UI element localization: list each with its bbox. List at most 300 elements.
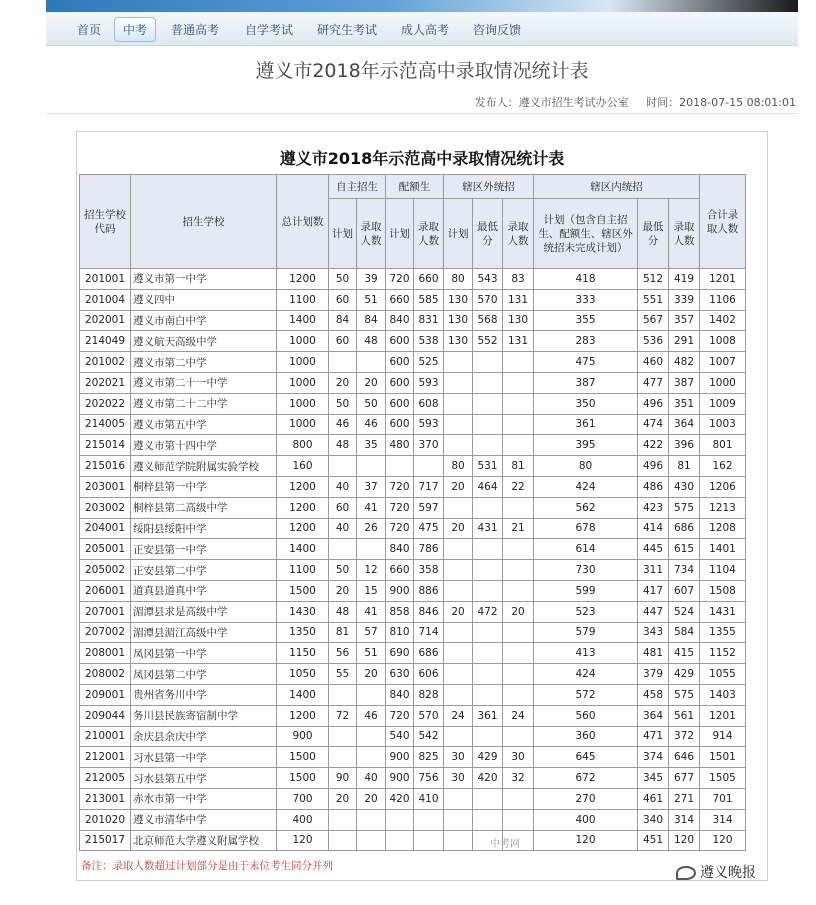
cell-school: 习水县第一中学 <box>131 747 277 768</box>
cell-peie-plan: 480 <box>386 435 414 456</box>
table-row <box>80 456 746 477</box>
cell-peie-admit: 593 <box>414 372 444 393</box>
cell-school: 正安县第二中学 <box>131 560 277 581</box>
cell-school: 遵义四中 <box>131 289 277 310</box>
cell-xiawai-min <box>473 393 503 414</box>
cell-code: 214005 <box>80 414 131 435</box>
cell-peie-plan: 840 <box>386 310 414 331</box>
cell-xianei-plan: 413 <box>534 643 638 664</box>
cell-xiawai-admit <box>503 684 534 705</box>
cell-heji: 1003 <box>700 414 746 435</box>
cell-xiawai-min <box>473 435 503 456</box>
th-zizhu: 自主招生 <box>329 175 386 199</box>
cell-zizhu-admit: 46 <box>357 414 386 435</box>
cell-total-plan: 1000 <box>277 393 329 414</box>
cell-code: 206001 <box>80 580 131 601</box>
cell-total-plan: 400 <box>277 809 329 830</box>
cell-xianei-plan: 360 <box>534 726 638 747</box>
cell-school: 遵义航天高级中学 <box>131 331 277 352</box>
cell-xiawai-plan: 130 <box>444 310 473 331</box>
cell-xiawai-admit <box>503 539 534 560</box>
cell-heji: 1508 <box>700 580 746 601</box>
cell-zizhu-admit: 37 <box>357 476 386 497</box>
cell-xiawai-admit <box>503 393 534 414</box>
cell-xiawai-admit: 83 <box>503 269 534 290</box>
cell-school: 凤冈县第一中学 <box>131 643 277 664</box>
cell-total-plan: 1000 <box>277 352 329 373</box>
cell-code: 205001 <box>80 539 131 560</box>
cell-peie-admit: 525 <box>414 352 444 373</box>
cell-xiawai-plan <box>444 809 473 830</box>
table-row <box>80 664 746 685</box>
cell-heji: 1355 <box>700 622 746 643</box>
cell-total-plan: 1100 <box>277 289 329 310</box>
cell-xianei-plan: 80 <box>534 456 638 477</box>
cell-zizhu-admit <box>357 684 386 705</box>
cell-zizhu-admit: 51 <box>357 643 386 664</box>
cell-xianei-plan: 355 <box>534 310 638 331</box>
table-header <box>80 175 746 269</box>
cell-total-plan: 900 <box>277 726 329 747</box>
cell-xiawai-min: 531 <box>473 456 503 477</box>
table-row <box>80 269 746 290</box>
cell-xianei-plan: 560 <box>534 705 638 726</box>
cell-peie-plan: 900 <box>386 580 414 601</box>
cell-xianei-min: 496 <box>638 456 669 477</box>
cell-peie-plan <box>386 830 414 851</box>
cell-code: 213001 <box>80 788 131 809</box>
cell-total-plan: 1200 <box>277 269 329 290</box>
th-xiawai: 辖区外统招 <box>444 175 534 199</box>
cell-peie-plan: 720 <box>386 705 414 726</box>
cell-zizhu-plan: 48 <box>329 435 357 456</box>
cell-xiawai-admit: 20 <box>503 601 534 622</box>
cell-school: 湄潭县求是高级中学 <box>131 601 277 622</box>
cell-zizhu-admit <box>357 456 386 477</box>
cell-xianei-plan: 562 <box>534 497 638 518</box>
table-row <box>80 601 746 622</box>
cell-total-plan: 700 <box>277 788 329 809</box>
cell-peie-admit: 475 <box>414 518 444 539</box>
cell-xiawai-admit: 130 <box>503 310 534 331</box>
cell-code: 215017 <box>80 830 131 851</box>
cell-xianei-admit: 575 <box>669 497 700 518</box>
table-row <box>80 414 746 435</box>
cell-peie-plan: 900 <box>386 747 414 768</box>
th-xiawai-admit: 录取人数 <box>503 199 534 269</box>
cell-xianei-min: 460 <box>638 352 669 373</box>
cell-xianei-min: 474 <box>638 414 669 435</box>
cell-zizhu-plan: 40 <box>329 476 357 497</box>
cell-heji: 1152 <box>700 643 746 664</box>
cell-heji: 1505 <box>700 768 746 789</box>
cell-xiawai-admit: 24 <box>503 705 534 726</box>
cell-peie-admit: 593 <box>414 414 444 435</box>
cell-xiawai-plan <box>444 788 473 809</box>
cell-code: 201001 <box>80 269 131 290</box>
cell-zizhu-admit: 84 <box>357 310 386 331</box>
cell-heji: 162 <box>700 456 746 477</box>
cell-peie-admit: 660 <box>414 269 444 290</box>
cell-zizhu-plan <box>329 539 357 560</box>
cell-peie-admit <box>414 809 444 830</box>
cell-total-plan: 1400 <box>277 684 329 705</box>
cell-xianei-min: 486 <box>638 476 669 497</box>
cell-xiawai-min: 431 <box>473 518 503 539</box>
cell-peie-admit: 608 <box>414 393 444 414</box>
nav-zhongkao[interactable]: 中考 <box>114 17 156 42</box>
cell-code: 205002 <box>80 560 131 581</box>
cell-xianei-admit: 734 <box>669 560 700 581</box>
cell-zizhu-plan <box>329 456 357 477</box>
cell-peie-plan: 810 <box>386 622 414 643</box>
cell-school: 遵义市清华中学 <box>131 809 277 830</box>
cell-zizhu-plan: 60 <box>329 289 357 310</box>
cell-xianei-admit: 314 <box>669 809 700 830</box>
cell-peie-plan: 540 <box>386 726 414 747</box>
th-school: 招生学校 <box>131 175 277 269</box>
table-row <box>80 726 746 747</box>
cell-code: 202022 <box>80 393 131 414</box>
cell-xianei-admit: 584 <box>669 622 700 643</box>
cell-zizhu-plan <box>329 684 357 705</box>
cell-total-plan: 1100 <box>277 560 329 581</box>
cell-code: 209044 <box>80 705 131 726</box>
cell-zizhu-plan <box>329 830 357 851</box>
cell-peie-plan: 600 <box>386 414 414 435</box>
cell-xiawai-admit: 32 <box>503 768 534 789</box>
cell-xianei-admit: 351 <box>669 393 700 414</box>
cell-heji: 1000 <box>700 372 746 393</box>
cell-xianei-admit: 677 <box>669 768 700 789</box>
cell-xiawai-admit <box>503 497 534 518</box>
cell-xiawai-admit: 21 <box>503 518 534 539</box>
cell-peie-admit: 831 <box>414 310 444 331</box>
cell-xiawai-admit <box>503 726 534 747</box>
cell-xiawai-min <box>473 560 503 581</box>
cell-zizhu-admit: 40 <box>357 768 386 789</box>
table-row <box>80 539 746 560</box>
cell-xianei-admit: 561 <box>669 705 700 726</box>
cell-xianei-min: 461 <box>638 788 669 809</box>
table-row <box>80 768 746 789</box>
cell-peie-plan: 600 <box>386 352 414 373</box>
cell-zizhu-admit: 46 <box>357 705 386 726</box>
cell-zizhu-admit: 35 <box>357 435 386 456</box>
cell-xianei-min: 447 <box>638 601 669 622</box>
cell-school: 遵义市第十四中学 <box>131 435 277 456</box>
cell-total-plan: 1000 <box>277 372 329 393</box>
table-note: 备注：录取人数超过计划部分是由于末位考生同分并列 <box>81 860 333 872</box>
nav-chengren[interactable]: 成人高考 <box>401 23 450 37</box>
cell-xianei-plan: 387 <box>534 372 638 393</box>
cell-zizhu-admit: 41 <box>357 601 386 622</box>
cell-zizhu-admit: 50 <box>357 393 386 414</box>
cell-xianei-min: 536 <box>638 331 669 352</box>
cell-heji: 1403 <box>700 684 746 705</box>
th-xiawai-plan: 计划 <box>444 199 473 269</box>
cell-zizhu-plan: 46 <box>329 414 357 435</box>
cell-xiawai-min <box>473 539 503 560</box>
cell-code: 201004 <box>80 289 131 310</box>
cell-peie-plan: 858 <box>386 601 414 622</box>
cell-peie-plan: 720 <box>386 518 414 539</box>
cell-xianei-plan: 424 <box>534 664 638 685</box>
nav-yanjiusheng[interactable]: 研究生考试 <box>317 23 378 37</box>
cell-school: 遵义市第二中学 <box>131 352 277 373</box>
cell-code: 209001 <box>80 684 131 705</box>
admission-table <box>79 174 746 851</box>
table-row <box>80 705 746 726</box>
cell-xiawai-plan: 20 <box>444 518 473 539</box>
th-heji: 合计录取人数 <box>700 175 746 269</box>
cell-xiawai-plan <box>444 560 473 581</box>
cell-total-plan: 1200 <box>277 476 329 497</box>
cell-xiawai-min: 472 <box>473 601 503 622</box>
cell-total-plan: 1400 <box>277 310 329 331</box>
cell-total-plan: 1150 <box>277 643 329 664</box>
cell-heji: 1431 <box>700 601 746 622</box>
cell-school: 习水县第五中学 <box>131 768 277 789</box>
table-row <box>80 372 746 393</box>
cell-xiawai-plan <box>444 497 473 518</box>
th-peie-admit: 录取人数 <box>414 199 444 269</box>
cell-heji: 1106 <box>700 289 746 310</box>
th-xianei-min: 最低分 <box>638 199 669 269</box>
cell-zizhu-plan: 55 <box>329 664 357 685</box>
cell-zizhu-plan <box>329 352 357 373</box>
cell-zizhu-admit: 39 <box>357 269 386 290</box>
cell-zizhu-admit <box>357 726 386 747</box>
cell-xianei-admit: 339 <box>669 289 700 310</box>
cell-total-plan: 1050 <box>277 664 329 685</box>
cell-xiawai-min <box>473 643 503 664</box>
cell-xianei-plan: 424 <box>534 476 638 497</box>
table-row <box>80 352 746 373</box>
cell-xiawai-min <box>473 809 503 830</box>
cell-peie-plan: 420 <box>386 788 414 809</box>
cell-xianei-min: 458 <box>638 684 669 705</box>
cell-xiawai-admit <box>503 580 534 601</box>
cell-xiawai-min <box>473 664 503 685</box>
cell-xianei-plan: 475 <box>534 352 638 373</box>
cell-zizhu-plan <box>329 809 357 830</box>
cell-zizhu-plan: 72 <box>329 705 357 726</box>
cell-peie-plan: 600 <box>386 331 414 352</box>
cell-zizhu-admit: 26 <box>357 518 386 539</box>
cell-xiawai-admit <box>503 435 534 456</box>
cell-code: 202021 <box>80 372 131 393</box>
cell-heji: 701 <box>700 788 746 809</box>
cell-peie-admit: 686 <box>414 643 444 664</box>
th-code: 招生学校代码 <box>80 175 131 269</box>
th-xiawai-min: 最低分 <box>473 199 503 269</box>
cell-xiawai-admit <box>503 622 534 643</box>
cell-xiawai-min: 464 <box>473 476 503 497</box>
cell-school: 桐梓县第一中学 <box>131 476 277 497</box>
cell-xianei-admit: 387 <box>669 372 700 393</box>
cell-xiawai-min <box>473 372 503 393</box>
cell-xianei-min: 417 <box>638 580 669 601</box>
cell-code: 214049 <box>80 331 131 352</box>
cell-xiawai-min <box>473 352 503 373</box>
cell-total-plan: 1500 <box>277 747 329 768</box>
cell-xianei-min: 311 <box>638 560 669 581</box>
cell-xiawai-plan <box>444 684 473 705</box>
cell-school: 务川县民族寄宿制中学 <box>131 705 277 726</box>
cell-code: 202001 <box>80 310 131 331</box>
cell-zizhu-plan: 84 <box>329 310 357 331</box>
cell-peie-admit: 756 <box>414 768 444 789</box>
article-meta <box>461 94 796 110</box>
cell-xianei-admit: 271 <box>669 788 700 809</box>
cell-xiawai-min: 361 <box>473 705 503 726</box>
cell-heji: 120 <box>700 830 746 851</box>
cell-zizhu-plan: 50 <box>329 393 357 414</box>
cell-peie-admit: 538 <box>414 331 444 352</box>
table-row <box>80 331 746 352</box>
cell-peie-admit: 410 <box>414 788 444 809</box>
cell-xianei-admit: 686 <box>669 518 700 539</box>
cell-xiawai-plan <box>444 580 473 601</box>
cell-xianei-admit: 419 <box>669 269 700 290</box>
table-row <box>80 435 746 456</box>
cell-xiawai-min <box>473 726 503 747</box>
cell-xiawai-plan <box>444 372 473 393</box>
cell-xianei-plan: 672 <box>534 768 638 789</box>
cell-heji: 1401 <box>700 539 746 560</box>
cell-xiawai-min <box>473 684 503 705</box>
nav-gaokao[interactable]: 普通高考 <box>171 23 220 37</box>
cell-xianei-min: 422 <box>638 435 669 456</box>
cell-xianei-admit: 524 <box>669 601 700 622</box>
cell-peie-plan: 720 <box>386 476 414 497</box>
cell-peie-admit: 886 <box>414 580 444 601</box>
cell-xianei-plan: 400 <box>534 809 638 830</box>
cell-heji: 1208 <box>700 518 746 539</box>
cell-code: 207002 <box>80 622 131 643</box>
cell-xiawai-plan: 130 <box>444 331 473 352</box>
table-row <box>80 830 746 851</box>
cell-total-plan: 160 <box>277 456 329 477</box>
cell-code: 201020 <box>80 809 131 830</box>
cell-xiawai-min: 420 <box>473 768 503 789</box>
cell-peie-admit: 606 <box>414 664 444 685</box>
cell-total-plan: 1430 <box>277 601 329 622</box>
cell-xianei-admit: 364 <box>669 414 700 435</box>
cell-heji: 1201 <box>700 269 746 290</box>
cell-zizhu-plan: 60 <box>329 497 357 518</box>
cell-peie-plan: 600 <box>386 372 414 393</box>
cell-total-plan: 1500 <box>277 580 329 601</box>
cell-xiawai-plan: 130 <box>444 289 473 310</box>
cell-zizhu-plan: 20 <box>329 372 357 393</box>
cell-xianei-min: 343 <box>638 622 669 643</box>
cell-xianei-min: 471 <box>638 726 669 747</box>
watermark-text: 中考网 <box>490 839 520 850</box>
cell-zizhu-plan: 40 <box>329 518 357 539</box>
cell-school: 北京师范大学遵义附属学校 <box>131 830 277 851</box>
cell-xianei-admit: 81 <box>669 456 700 477</box>
cell-peie-plan: 720 <box>386 497 414 518</box>
cell-xianei-plan: 645 <box>534 747 638 768</box>
cell-xianei-admit: 415 <box>669 643 700 664</box>
cell-heji: 1055 <box>700 664 746 685</box>
cell-xianei-admit: 482 <box>669 352 700 373</box>
cell-zizhu-admit: 12 <box>357 560 386 581</box>
table-row <box>80 809 746 830</box>
cell-xianei-plan: 572 <box>534 684 638 705</box>
nav-home[interactable]: 首页 <box>77 23 102 37</box>
cell-xianei-min: 481 <box>638 643 669 664</box>
top-nav <box>46 12 798 46</box>
cell-peie-admit <box>414 456 444 477</box>
table-row <box>80 580 746 601</box>
cell-xianei-admit: 646 <box>669 747 700 768</box>
cell-xiawai-plan: 30 <box>444 768 473 789</box>
cell-xiawai-admit: 131 <box>503 331 534 352</box>
cell-xiawai-min <box>473 622 503 643</box>
nav-zixun[interactable]: 咨询反馈 <box>473 23 522 37</box>
cell-zizhu-plan: 48 <box>329 601 357 622</box>
cell-school: 遵义师范学院附属实验学校 <box>131 456 277 477</box>
nav-zixue[interactable]: 自学考试 <box>245 23 294 37</box>
cell-xiawai-admit <box>503 809 534 830</box>
cell-xianei-admit: 430 <box>669 476 700 497</box>
cell-school: 赤水市第一中学 <box>131 788 277 809</box>
table-row <box>80 560 746 581</box>
th-xianei: 辖区内统招 <box>534 175 700 199</box>
cell-xianei-min: 496 <box>638 393 669 414</box>
cell-peie-admit: 828 <box>414 684 444 705</box>
cell-school: 遵义市第二十二中学 <box>131 393 277 414</box>
cell-zizhu-plan: 60 <box>329 331 357 352</box>
cell-zizhu-admit: 57 <box>357 622 386 643</box>
cell-xianei-min: 477 <box>638 372 669 393</box>
cell-heji: 1104 <box>700 560 746 581</box>
cell-xianei-admit: 607 <box>669 580 700 601</box>
cell-school: 凤冈县第二中学 <box>131 664 277 685</box>
cell-heji: 1501 <box>700 747 746 768</box>
wechat-icon <box>676 866 696 880</box>
cell-heji: 1402 <box>700 310 746 331</box>
cell-xiawai-plan <box>444 435 473 456</box>
cell-code: 215016 <box>80 456 131 477</box>
cell-heji: 1206 <box>700 476 746 497</box>
cell-zizhu-plan: 56 <box>329 643 357 664</box>
cell-xiawai-admit: 131 <box>503 289 534 310</box>
cell-zizhu-admit: 20 <box>357 372 386 393</box>
th-zizhu-plan: 计划 <box>329 199 357 269</box>
cell-peie-plan: 840 <box>386 684 414 705</box>
cell-zizhu-admit <box>357 539 386 560</box>
cell-xiawai-min: 552 <box>473 331 503 352</box>
cell-code: 212001 <box>80 747 131 768</box>
cell-xiawai-plan <box>444 414 473 435</box>
cell-xiawai-admit <box>503 664 534 685</box>
cell-xiawai-plan: 30 <box>444 747 473 768</box>
cell-peie-plan: 660 <box>386 289 414 310</box>
cell-school: 道真县道真中学 <box>131 580 277 601</box>
cell-xianei-plan: 333 <box>534 289 638 310</box>
cell-peie-plan <box>386 456 414 477</box>
cell-zizhu-plan: 81 <box>329 622 357 643</box>
th-zizhu-admit: 录取人数 <box>357 199 386 269</box>
cell-peie-plan: 720 <box>386 269 414 290</box>
cell-xiawai-min <box>473 788 503 809</box>
cell-xiawai-plan <box>444 393 473 414</box>
cell-zizhu-plan <box>329 747 357 768</box>
